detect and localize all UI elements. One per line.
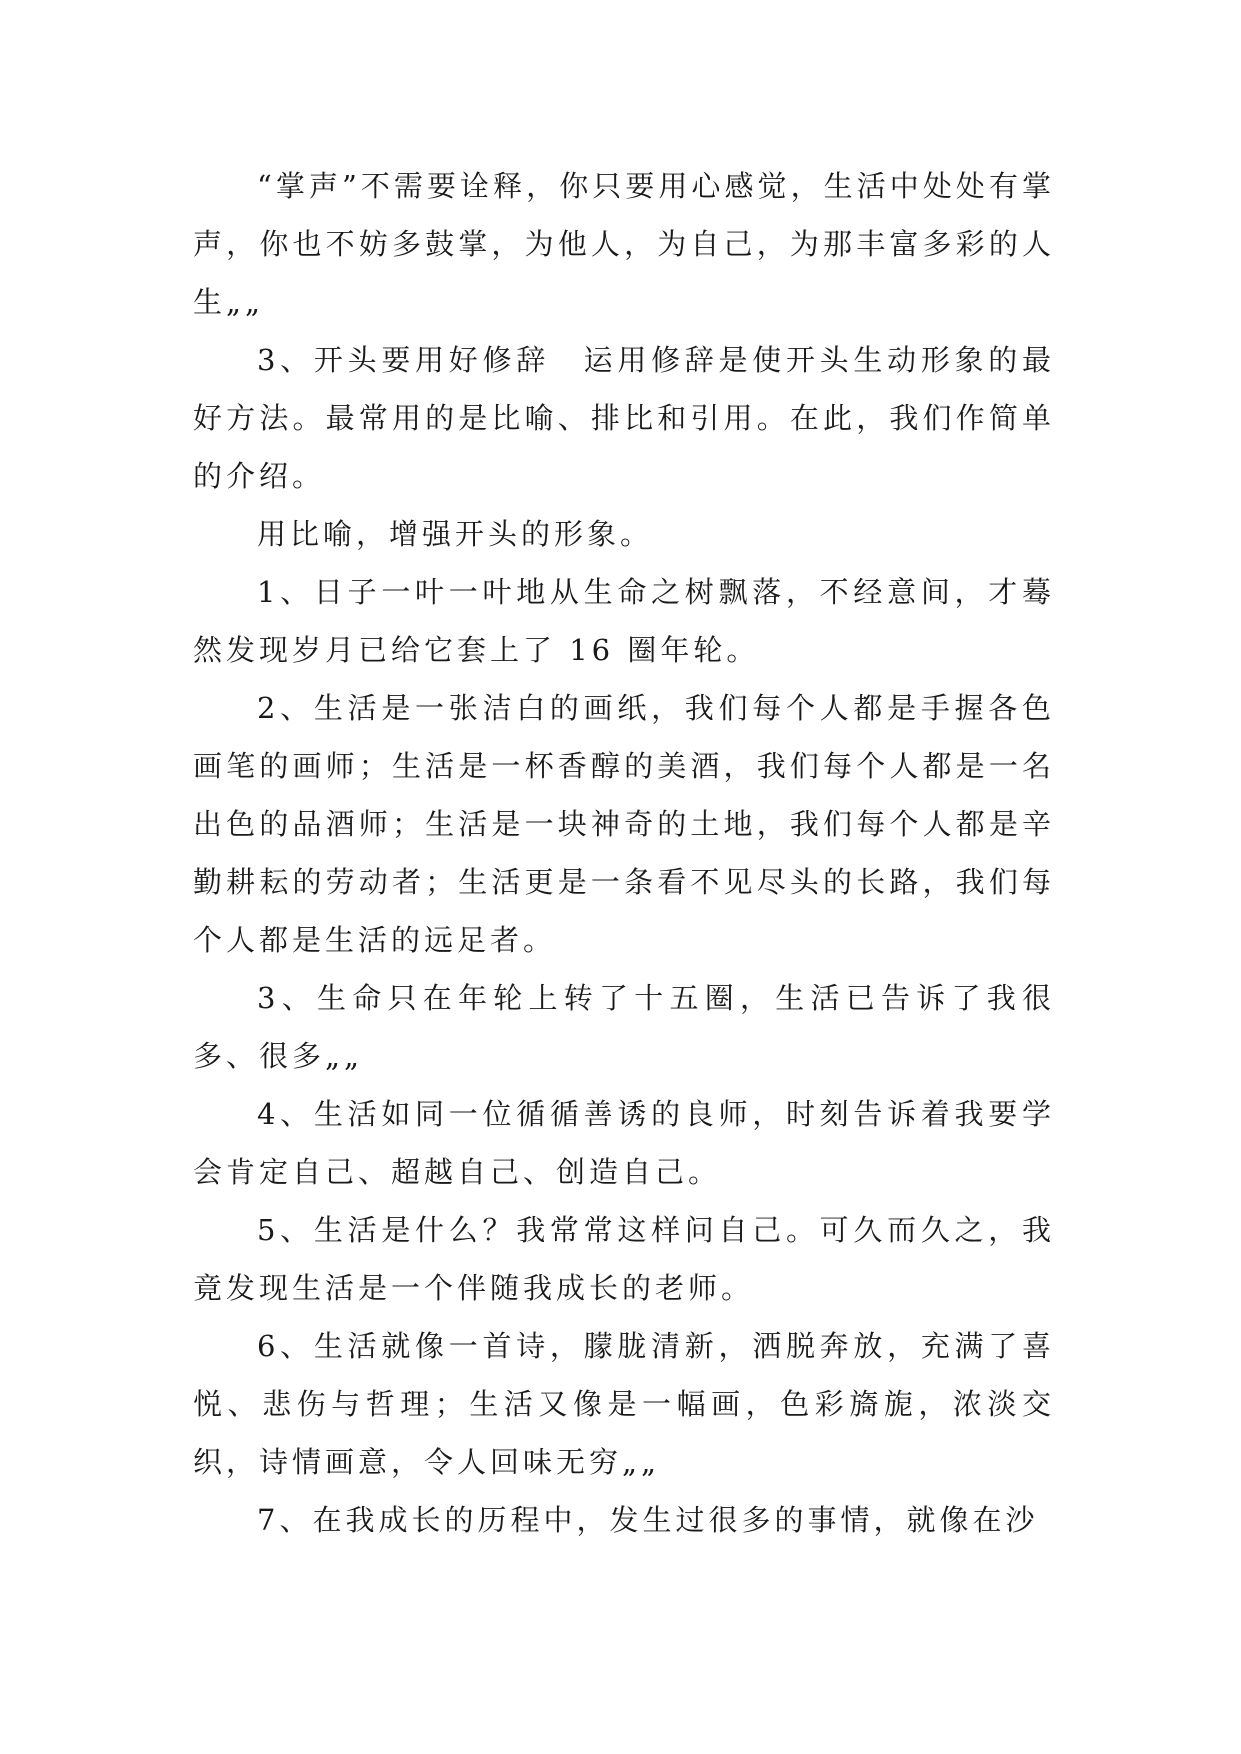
paragraph-metaphor-heading: 用比喻，增强开头的形象。 bbox=[257, 517, 654, 551]
paragraph-example-7: 7、在我成长的历程中，发生过很多的事情，就像在沙 bbox=[257, 1503, 1039, 1537]
paragraph-example-3: 3、生命只在年轮上转了十五圈，生活已告诉了我很多、很多„„ bbox=[193, 981, 1055, 1073]
paragraph-example-4: 4、生活如同一位循循善诱的良师，时刻告诉着我要学会肯定自己、超越自己、创造自己。 bbox=[193, 1097, 1055, 1189]
paragraph-example-2: 2、生活是一张洁白的画纸，我们每个人都是手握各色画笔的画师；生活是一杯香醇的美酒，我们每个人都是一名出色的品酒师；生活是一块神奇的土地，我们每个人都是辛勤耕耘的劳动者；生活更是一条看不见尽头的长路，我们每个人都是生活的远足者。 bbox=[193, 691, 1055, 957]
paragraph-example-5: 5、生活是什么？我常常这样问自己。可久而久之，我竟发现生活是一个伴随我成长的老师。 bbox=[193, 1213, 1055, 1305]
paragraph-applause: “掌声”不需要诠释，你只要用心感觉，生活中处处有掌声，你也不妨多鼓掌，为他人，为自己，为那丰富多彩的人生„„ bbox=[193, 169, 1055, 319]
paragraph-rhetoric-tip: 3、开头要用好修辞 运用修辞是使开头生动形象的最好方法。最常用的是比喻、排比和引用。在此，我们作简单的介绍。 bbox=[193, 343, 1055, 493]
paragraph-example-1: 1、日子一叶一叶地从生命之树飘落，不经意间，才蓦然发现岁月已给它套上了 16 圈年轮。 bbox=[193, 575, 1055, 667]
paragraph-example-6: 6、生活就像一首诗，朦胧清新，洒脱奔放，充满了喜悦、悲伤与哲理；生活又像是一幅画，色彩旖旎，浓淡交织，诗情画意，令人回味无穷„„ bbox=[193, 1329, 1055, 1479]
document-body bbox=[193, 157, 1055, 1549]
